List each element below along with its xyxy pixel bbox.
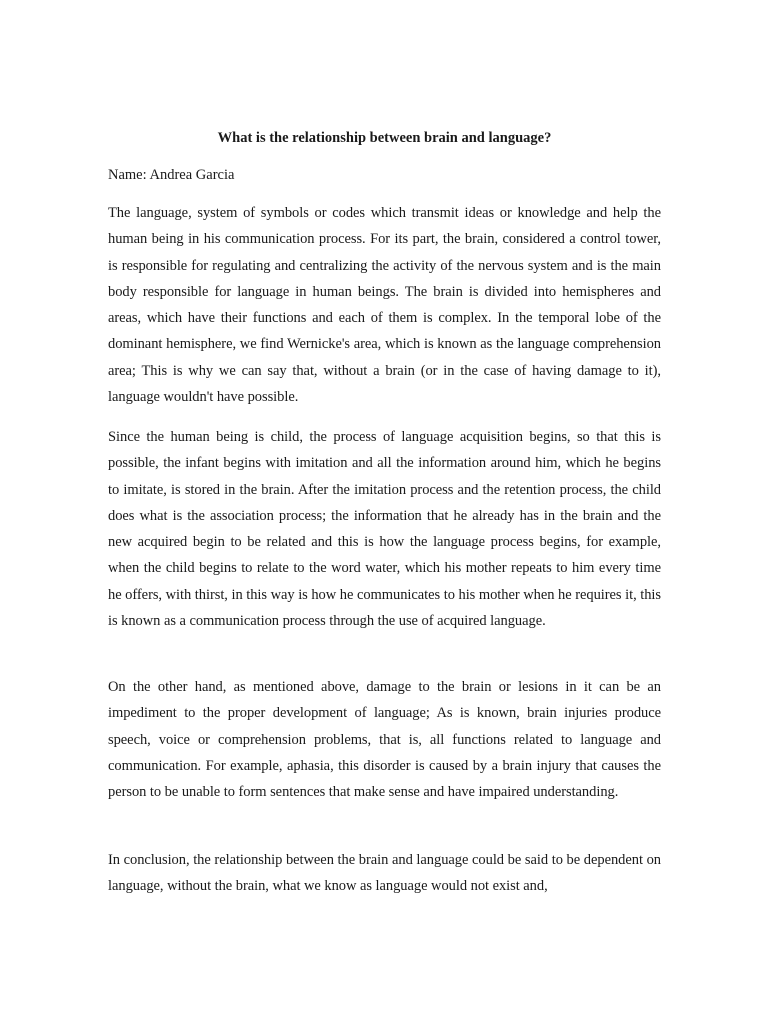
- document-title: What is the relationship between brain and language?: [217, 130, 552, 146]
- author-label: Name:: [108, 167, 147, 183]
- author-line: [108, 165, 234, 185]
- paragraph-4: In conclusion, the relationship between the brain and language could be said to be dependent on language, without the brain, what we know as language would not exist and,: [108, 852, 661, 895]
- paragraph-3: On the other hand, as mentioned above, damage to the brain or lesions in it can be an impediment to the proper development of language; As is known, brain injuries produce speech, voice or comprehension problems, that is, all functions related to language and communication. For example, aphasia, this disorder is caused by a brain injury that causes the person to be unable to form sentences that make sense and have impaired understanding.: [108, 679, 661, 801]
- paragraph-2: Since the human being is child, the process of language acquisition begins, so that this is possible, the infant begins with imitation and all the information around him, which he begins to imitate, is stored in the brain. After the imitation process and the retention process, the child does what is the association process; the information that he already has in the brain and the new acquired begin to be related and this is how the language process begins, for example, when the child begins to relate to the word water, which his mother repeats to him every time he offers, with thirst, in this way is how he communicates to his mother when he requires it, this is known as a communication process through the use of acquired language.: [108, 429, 661, 630]
- paragraph-1: The language, system of symbols or codes which transmit ideas or knowledge and help the human being in his communication process. For its part, the brain, considered a control tower, is responsible for regulating and centralizing the activity of the nervous system and is the main body responsible for language in human beings. The brain is divided into hemispheres and areas, which have their functions and each of them is complex. In the temporal lobe of the dominant hemisphere, we find Wernicke's area, which is known as the language comprehension area; This is why we can say that, without a brain (or in the case of having damage to it), language wouldn't have possible.: [108, 205, 661, 406]
- author-name: Andrea Garcia: [149, 167, 235, 183]
- document-page: [108, 0, 661, 1024]
